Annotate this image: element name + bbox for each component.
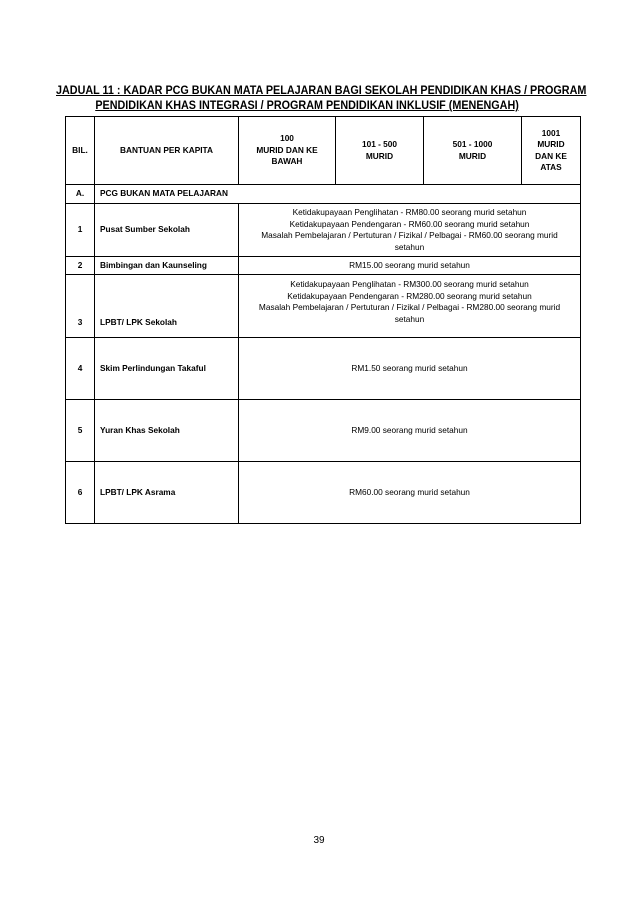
table-title-line-2: PENDIDIKAN KHAS INTEGRASI / PROGRAM PENDIDIKAN INKLUSIF (MENENGAH)	[95, 99, 519, 112]
table-title	[56, 83, 587, 113]
row-bil: 6	[66, 462, 95, 524]
row-value-line: Masalah Pembelajaran / Pertuturan / Fizikal / Pelbagai - RM280.00 seorang murid	[258, 302, 561, 312]
header-100-murid	[239, 117, 336, 185]
row-name: Pusat Sumber Sekolah	[95, 204, 239, 257]
row-bil: 3	[66, 275, 95, 338]
row-bil: 5	[66, 400, 95, 462]
row-value	[239, 204, 581, 257]
row-name: LPBT/ LPK Sekolah	[95, 275, 239, 338]
row-value-line: RM15.00 seorang murid setahun	[349, 259, 470, 270]
table-row	[66, 338, 581, 400]
header-1001-line: DAN KE	[535, 150, 567, 161]
row-value	[239, 400, 581, 462]
header-101-line: MURID	[365, 150, 394, 161]
header-100-line: MURID DAN KE	[256, 144, 318, 155]
row-value-line: Ketidakupayaan Penglihatan - RM80.00 seorang murid setahun	[292, 207, 527, 217]
row-value-line: RM9.00 seorang murid setahun	[351, 424, 468, 435]
header-bil: BIL.	[66, 117, 95, 185]
section-label: PCG BUKAN MATA PELAJARAN	[95, 185, 581, 204]
row-value-line: Ketidakupayaan Pendengaran - RM60.00 seorang murid setahun	[289, 218, 530, 229]
header-bantuan: BANTUAN PER KAPITA	[95, 117, 239, 185]
row-value	[239, 462, 581, 524]
row-value	[239, 275, 581, 338]
row-value-line: Ketidakupayaan Pendengaran - RM280.00 seorang murid setahun	[287, 290, 532, 301]
section-row	[66, 185, 581, 204]
section-bil: A.	[66, 185, 95, 204]
row-value	[239, 338, 581, 400]
row-name: LPBT/ LPK Asrama	[95, 462, 239, 524]
row-value	[239, 257, 581, 275]
table-row	[66, 462, 581, 524]
row-bil: 4	[66, 338, 95, 400]
header-501-line: MURID	[458, 150, 487, 161]
row-bil: 1	[66, 204, 95, 257]
header-501-1000-murid	[424, 117, 522, 185]
header-100-line: BAWAH	[271, 156, 303, 167]
header-101-line: 101 - 500	[361, 139, 398, 149]
header-100-line: 100	[280, 133, 294, 144]
header-1001-line: 1001	[541, 127, 561, 138]
rates-table	[65, 116, 581, 524]
table-row	[66, 400, 581, 462]
table-title-line-1: JADUAL 11 : KADAR PCG BUKAN MATA PELAJARAN BAGI SEKOLAH PENDIDIKAN KHAS / PROGRAM	[56, 84, 587, 97]
table-header-row	[66, 117, 581, 185]
table-row	[66, 275, 581, 338]
table-row	[66, 257, 581, 275]
header-501-line: 501 - 1000	[452, 139, 493, 149]
row-value-line: setahun	[394, 241, 425, 252]
table-row	[66, 204, 581, 257]
row-value-line: RM1.50 seorang murid setahun	[351, 362, 468, 373]
row-value-line: RM60.00 seorang murid setahun	[349, 486, 470, 497]
header-1001-murid	[522, 117, 581, 185]
header-1001-line: ATAS	[540, 162, 562, 172]
header-101-500-murid	[336, 117, 424, 185]
row-value-line: setahun	[394, 313, 425, 324]
row-name: Yuran Khas Sekolah	[95, 400, 239, 462]
row-value-line: Masalah Pembelajaran / Pertuturan / Fizikal / Pelbagai - RM60.00 seorang murid	[261, 230, 558, 240]
row-name: Bimbingan dan Kaunseling	[95, 257, 239, 275]
row-value-line: Ketidakupayaan Penglihatan - RM300.00 seorang murid setahun	[290, 279, 529, 289]
row-bil: 2	[66, 257, 95, 275]
row-name: Skim Perlindungan Takaful	[95, 338, 239, 400]
page-number: 39	[313, 835, 325, 846]
header-1001-line: MURID	[537, 139, 565, 149]
